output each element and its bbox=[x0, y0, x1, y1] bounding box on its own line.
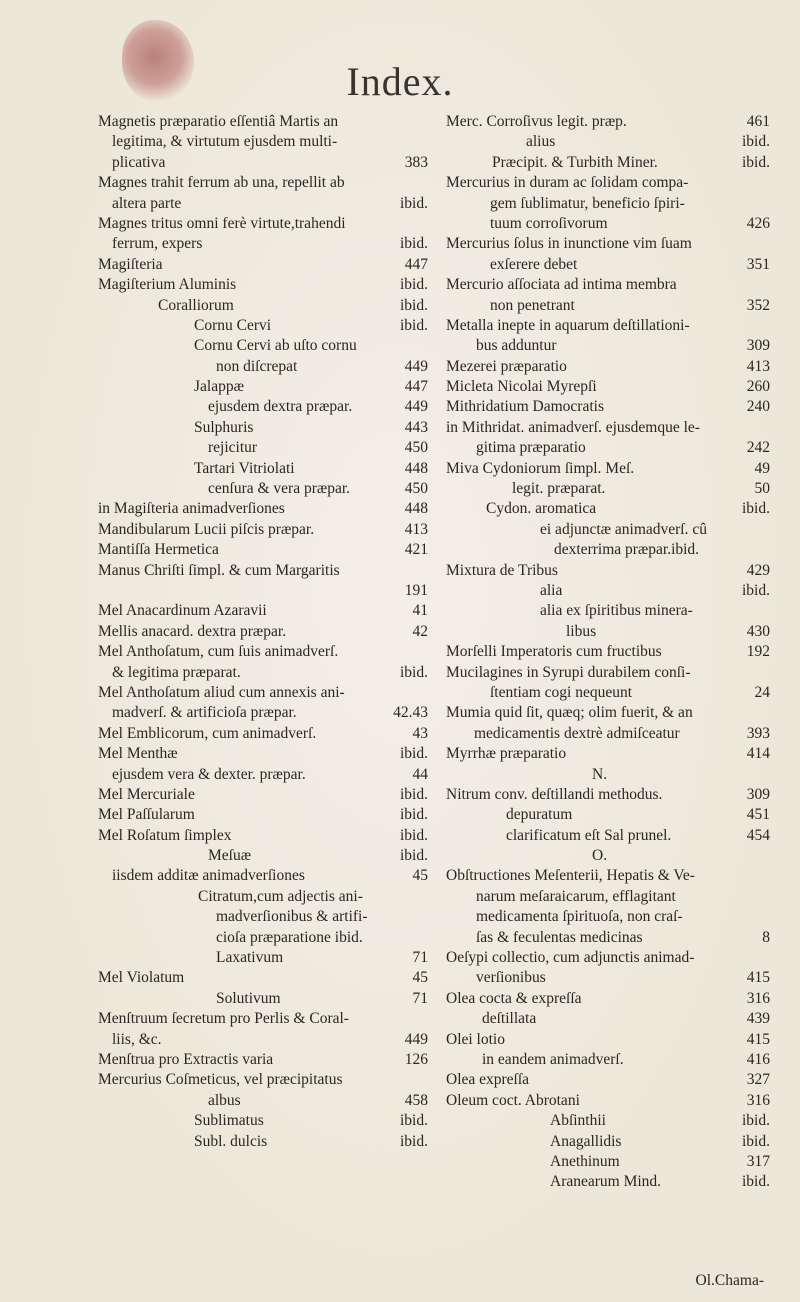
entry-page: 42 bbox=[412, 622, 428, 640]
right-column bbox=[446, 112, 770, 1193]
entry-page: 461 bbox=[746, 113, 770, 130]
entry-text: Metalla inepte in aquarum deſtillationi- bbox=[446, 316, 690, 334]
entry-text: ejusdem dextra præpar. bbox=[208, 398, 353, 416]
entry-page: 448 bbox=[404, 500, 428, 518]
index-entry bbox=[446, 846, 770, 866]
entry-text: Mezerei præparatio bbox=[446, 357, 567, 375]
entry-page: 415 bbox=[746, 969, 770, 987]
entry-text: Mercurius ſolus in inunctione vim ſuam bbox=[446, 235, 692, 253]
index-entry bbox=[98, 866, 428, 886]
entry-text: Mel Anthoſatum, cum ſuis animadverſ. bbox=[98, 643, 339, 661]
entry-text: ejusdem vera & dexter. præpar. bbox=[112, 765, 306, 783]
entry-page: 443 bbox=[404, 418, 428, 436]
index-entry bbox=[446, 1091, 770, 1111]
entry-text: non diſcrepat bbox=[216, 357, 298, 375]
entry-text: Mel Mercuriale bbox=[98, 785, 195, 803]
entry-page: 43 bbox=[412, 724, 428, 742]
index-entry bbox=[98, 397, 428, 417]
entry-text: O. bbox=[592, 847, 608, 865]
index-entry bbox=[446, 968, 770, 988]
index-entry bbox=[98, 601, 428, 621]
index-entry bbox=[446, 907, 770, 927]
index-entry bbox=[446, 724, 770, 744]
index-entry bbox=[98, 907, 428, 927]
index-entry bbox=[98, 1091, 428, 1111]
entry-text: Mel Anacardinum Azaravii bbox=[98, 602, 267, 620]
entry-text: Mel Emblicorum, cum animadverſ. bbox=[98, 724, 317, 742]
entry-text: alius bbox=[526, 133, 556, 151]
entry-text: medicamentis dextrè admiſceatur bbox=[474, 724, 680, 742]
index-entry bbox=[446, 785, 770, 805]
entry-page: 260 bbox=[746, 378, 770, 396]
entry-page: ibid. bbox=[400, 847, 428, 865]
index-entry bbox=[98, 1050, 428, 1070]
index-entry bbox=[446, 663, 770, 683]
entry-page: 447 bbox=[404, 255, 428, 273]
index-entry bbox=[98, 377, 428, 397]
entry-page: ibid. bbox=[742, 153, 770, 171]
entry-text: Abſinthii bbox=[550, 1112, 606, 1130]
entry-page: 458 bbox=[404, 1091, 428, 1109]
entry-text: Olei lotio bbox=[446, 1030, 505, 1048]
entry-text: libus bbox=[566, 622, 597, 640]
entry-text: Magnes trahit ferrum ab una, repellit ab bbox=[98, 174, 345, 192]
entry-page: 45 bbox=[412, 867, 428, 885]
index-entry bbox=[98, 499, 428, 519]
catchword: Ol.Chama- bbox=[695, 1272, 764, 1289]
index-entry bbox=[446, 1111, 770, 1131]
entry-text: Oeſypi collectio, cum adjunctis animad- bbox=[446, 949, 695, 967]
entry-text: Magiſteria bbox=[98, 255, 163, 273]
index-entry bbox=[446, 1070, 770, 1090]
entry-text: Mumia quid ſit, quæq; olim fuerit, & an bbox=[446, 704, 693, 722]
index-entry bbox=[98, 622, 428, 642]
entry-text: Aranearum Mind. bbox=[550, 1173, 662, 1191]
entry-page: 316 bbox=[746, 989, 770, 1007]
entry-text: bus adduntur bbox=[476, 337, 557, 355]
entry-text: Olea cocta & expreſſa bbox=[446, 989, 582, 1007]
index-entry bbox=[98, 255, 428, 275]
index-entry bbox=[446, 642, 770, 662]
index-entry bbox=[446, 683, 770, 703]
index-entry bbox=[98, 1070, 428, 1090]
entry-text: plicativa bbox=[112, 153, 166, 171]
entry-page: 351 bbox=[746, 255, 770, 273]
entry-page: 327 bbox=[746, 1071, 770, 1089]
index-entry bbox=[446, 540, 770, 560]
index-entry bbox=[446, 214, 770, 234]
index-entry bbox=[446, 153, 770, 173]
entry-text: narum meſaraicarum, efflagitant bbox=[476, 887, 676, 905]
entry-text: Laxativum bbox=[216, 949, 284, 967]
entry-text: Cornu Cervi ab uſto cornu bbox=[194, 337, 357, 355]
entry-text: Mixtura de Tribus bbox=[446, 561, 558, 579]
entry-text: legit. præparat. bbox=[512, 480, 606, 498]
entry-text: Cornu Cervi bbox=[194, 316, 272, 334]
entry-page: 50 bbox=[754, 480, 770, 498]
entry-page: 317 bbox=[746, 1152, 770, 1170]
entry-text: ſas & feculentas medicinas bbox=[476, 928, 643, 946]
entry-text: Præcipit. & Turbith Miner. bbox=[492, 153, 658, 171]
entry-text: Magnes tritus omni ferè virtute,trahendi bbox=[98, 214, 346, 232]
entry-text: in eandem animadverſ. bbox=[482, 1050, 624, 1068]
entry-page: 41 bbox=[412, 602, 428, 620]
entry-text: Mercurio aſſociata ad intima membra bbox=[446, 276, 677, 294]
entry-text: & legitima præparat. bbox=[112, 663, 241, 681]
entry-page: 309 bbox=[746, 785, 770, 803]
entry-page: 49 bbox=[754, 459, 770, 477]
entry-text: clarificatum eſt Sal prunel. bbox=[506, 826, 672, 844]
index-entry bbox=[446, 826, 770, 846]
index-entry bbox=[98, 214, 428, 234]
entry-text: Mandibularum Lucii piſcis præpar. bbox=[98, 520, 315, 538]
entry-page: 413 bbox=[746, 357, 770, 375]
entry-page: 352 bbox=[746, 296, 770, 314]
entry-text: Morſelli Imperatoris cum fructibus bbox=[446, 643, 662, 661]
entry-text: Mercurius in duram ac ſolidam compa- bbox=[446, 174, 689, 192]
entry-page: 429 bbox=[746, 561, 770, 579]
entry-text: Coralliorum bbox=[158, 296, 234, 314]
entry-text: albus bbox=[208, 1091, 241, 1109]
entry-page: ibid. bbox=[400, 663, 428, 681]
index-entry bbox=[98, 1030, 428, 1050]
index-entry bbox=[98, 642, 428, 662]
entry-text: exſerere debet bbox=[490, 255, 578, 273]
entry-text: medicamenta ſpirituoſa, non craſ- bbox=[476, 908, 683, 926]
index-entry bbox=[98, 581, 428, 601]
entry-text: Sulphuris bbox=[194, 418, 254, 436]
index-entry bbox=[98, 724, 428, 744]
entry-page: ibid. bbox=[400, 806, 428, 824]
entry-page: 426 bbox=[746, 214, 770, 232]
entry-page: 393 bbox=[746, 724, 770, 742]
index-entry bbox=[98, 336, 428, 356]
entry-text: alia bbox=[540, 581, 563, 599]
index-entry bbox=[98, 173, 428, 193]
entry-page: 242 bbox=[746, 439, 770, 457]
entry-text: Sublimatus bbox=[194, 1112, 264, 1130]
index-entry bbox=[98, 744, 428, 764]
index-entry bbox=[446, 928, 770, 948]
entry-page: 191 bbox=[404, 581, 428, 599]
entry-text: deſtillata bbox=[482, 1010, 537, 1028]
entry-text: Mellis anacard. dextra præpar. bbox=[98, 622, 287, 640]
index-entry bbox=[446, 1132, 770, 1152]
entry-page: 449 bbox=[404, 1030, 428, 1048]
entry-page: 414 bbox=[746, 745, 770, 763]
entry-page: 450 bbox=[404, 480, 428, 498]
index-entry bbox=[98, 357, 428, 377]
index-entry bbox=[446, 1172, 770, 1192]
entry-text: N. bbox=[592, 765, 608, 783]
index-entry bbox=[98, 561, 428, 581]
entry-page: ibid. bbox=[742, 581, 770, 599]
entry-page: ibid. bbox=[742, 1112, 770, 1130]
index-entry bbox=[98, 275, 428, 295]
entry-text: alia ex ſpiritibus minera- bbox=[540, 602, 693, 620]
index-entry bbox=[98, 520, 428, 540]
entry-page: ibid. bbox=[742, 500, 770, 518]
entry-page: ibid. bbox=[400, 1112, 428, 1130]
index-entry bbox=[446, 194, 770, 214]
index-entry bbox=[446, 601, 770, 621]
index-entry bbox=[446, 499, 770, 519]
entry-page: 448 bbox=[404, 459, 428, 477]
entry-text: Mel Anthoſatum aliud cum annexis ani- bbox=[98, 683, 345, 701]
entry-text: gitima præparatio bbox=[476, 439, 586, 457]
index-entry bbox=[446, 296, 770, 316]
entry-page: 192 bbox=[746, 643, 770, 661]
entry-page: 413 bbox=[404, 520, 428, 538]
entry-page: 421 bbox=[404, 541, 428, 559]
entry-page: 439 bbox=[746, 1010, 770, 1028]
entry-page: 447 bbox=[404, 378, 428, 396]
entry-text: in Magiſteria animadverſiones bbox=[98, 500, 285, 518]
entry-page: 240 bbox=[746, 398, 770, 416]
entry-text: Menſtruum ſecretum pro Perlis & Coral- bbox=[98, 1010, 349, 1028]
index-entry bbox=[98, 1009, 428, 1029]
entry-page: ibid. bbox=[742, 1132, 770, 1150]
index-entry bbox=[98, 459, 428, 479]
entry-text: Mercurius Coſmeticus, vel præcipitatus bbox=[98, 1071, 343, 1089]
index-entry bbox=[446, 581, 770, 601]
index-entry bbox=[446, 948, 770, 968]
page-title: Index. bbox=[346, 59, 454, 104]
entry-text: Meſuæ bbox=[208, 847, 252, 865]
entry-page: 8 bbox=[762, 928, 770, 946]
index-entry bbox=[446, 418, 770, 438]
entry-text: ſtentiam cogi nequeunt bbox=[490, 683, 633, 701]
entry-text: Jalappæ bbox=[194, 378, 244, 396]
entry-page: 383 bbox=[404, 153, 428, 171]
index-entry bbox=[446, 805, 770, 825]
entry-page: 126 bbox=[404, 1050, 428, 1068]
index-entry bbox=[98, 805, 428, 825]
entry-text: Tartari Vitriolati bbox=[194, 459, 295, 477]
entry-text: Mucilagines in Syrupi durabilem conſi- bbox=[446, 663, 691, 681]
index-entry bbox=[446, 1050, 770, 1070]
entry-text: liis, &c. bbox=[112, 1030, 162, 1048]
index-entry bbox=[446, 438, 770, 458]
index-entry bbox=[98, 296, 428, 316]
entry-page: 316 bbox=[746, 1091, 770, 1109]
entry-text: Mel Roſatum ſimplex bbox=[98, 826, 232, 844]
index-entry bbox=[446, 622, 770, 642]
entry-text: iisdem additæ animadverſiones bbox=[112, 867, 305, 885]
entry-text: altera parte bbox=[112, 194, 182, 212]
entry-page: ibid. bbox=[400, 1132, 428, 1150]
entry-text: cenſura & vera præpar. bbox=[208, 480, 351, 498]
index-entry bbox=[98, 928, 428, 948]
entry-text: verſionibus bbox=[476, 969, 546, 987]
entry-page: ibid. bbox=[400, 296, 428, 314]
index-entry bbox=[446, 275, 770, 295]
index-entry bbox=[98, 765, 428, 785]
index-entry bbox=[446, 866, 770, 886]
entry-text: Olea expreſſa bbox=[446, 1071, 530, 1089]
index-entry bbox=[446, 703, 770, 723]
entry-text: Subl. dulcis bbox=[194, 1132, 268, 1150]
entry-text: madverſ. & artificioſa præpar. bbox=[112, 704, 297, 722]
index-entry bbox=[98, 479, 428, 499]
entry-text: Mithridatium Damocratis bbox=[446, 398, 604, 416]
index-entry bbox=[446, 132, 770, 152]
index-entry bbox=[446, 234, 770, 254]
entry-page: 416 bbox=[746, 1050, 770, 1068]
index-entry bbox=[446, 397, 770, 417]
entry-text: legitima, & virtutum ejusdem multi- bbox=[112, 133, 338, 151]
index-entry bbox=[98, 826, 428, 846]
index-entry bbox=[446, 255, 770, 275]
entry-text: Mel Menthæ bbox=[98, 745, 178, 763]
index-entry bbox=[446, 336, 770, 356]
entry-text: Citratum,cum adjectis ani- bbox=[198, 887, 363, 905]
index-entry bbox=[98, 989, 428, 1009]
entry-page: 42.43 bbox=[393, 704, 428, 722]
entry-text: Magiſterium Aluminis bbox=[98, 276, 237, 294]
index-entry bbox=[446, 561, 770, 581]
entry-page: ibid. bbox=[400, 276, 428, 294]
entry-page: 45 bbox=[412, 969, 428, 987]
entry-page: ibid. bbox=[400, 745, 428, 763]
entry-text: Mel Violatum bbox=[98, 969, 185, 987]
entry-page: ibid. bbox=[400, 316, 428, 334]
index-entry bbox=[98, 1132, 428, 1152]
entry-page: 44 bbox=[412, 765, 428, 783]
index-entry bbox=[446, 459, 770, 479]
entry-page: 24 bbox=[754, 683, 770, 701]
entry-text: Manus Chriſti ſimpl. & cum Margaritis bbox=[98, 561, 340, 579]
index-entry bbox=[98, 540, 428, 560]
entry-text: in Mithridat. animadverſ. ejusdemque le- bbox=[446, 418, 700, 436]
entry-page: ibid. bbox=[400, 826, 428, 844]
index-entry bbox=[98, 846, 428, 866]
entry-text: Oleum coct. Abrotani bbox=[446, 1091, 580, 1109]
index-entry bbox=[98, 112, 428, 132]
entry-page: ibid. bbox=[400, 235, 428, 253]
index-entry bbox=[446, 479, 770, 499]
index-entry bbox=[98, 234, 428, 254]
left-column bbox=[98, 112, 428, 1152]
entry-text: Cydon. aromatica bbox=[486, 500, 597, 518]
entry-text: depuratum bbox=[506, 806, 573, 824]
entry-page: ibid. bbox=[400, 194, 428, 212]
entry-text: Myrrhæ præparatio bbox=[446, 745, 567, 763]
index-entry bbox=[446, 744, 770, 764]
index-entry bbox=[98, 1111, 428, 1131]
entry-page: 430 bbox=[746, 622, 770, 640]
index-entry bbox=[446, 377, 770, 397]
index-entry bbox=[98, 438, 428, 458]
entry-text: Miva Cydoniorum ſimpl. Meſ. bbox=[446, 459, 635, 477]
index-entry bbox=[446, 989, 770, 1009]
index-entry bbox=[98, 948, 428, 968]
entry-page: 71 bbox=[412, 989, 428, 1007]
index-entry bbox=[98, 663, 428, 683]
index-entry bbox=[446, 173, 770, 193]
index-entry bbox=[98, 153, 428, 173]
entry-text: Micleta Nicolai Myrepſi bbox=[446, 378, 597, 396]
entry-text: ei adjunctæ animadverſ. cû bbox=[540, 520, 707, 538]
entry-text: Anagallidis bbox=[550, 1132, 622, 1150]
entry-page: ibid. bbox=[742, 1173, 770, 1191]
entry-page: 454 bbox=[746, 826, 770, 844]
index-entry bbox=[98, 785, 428, 805]
entry-text: ferrum, expers bbox=[112, 235, 203, 253]
entry-text: cioſa præparatione ibid. bbox=[216, 928, 363, 946]
index-entry bbox=[446, 112, 770, 132]
entry-text: Solutivum bbox=[216, 989, 281, 1007]
entry-page: 309 bbox=[746, 337, 770, 355]
index-entry bbox=[446, 1152, 770, 1172]
index-entry bbox=[98, 316, 428, 336]
index-entry bbox=[98, 132, 428, 152]
entry-text: tuum corroſivorum bbox=[490, 214, 608, 232]
entry-text: Merc. Corroſivus legit. præp. bbox=[446, 113, 627, 130]
entry-text: rejicitur bbox=[208, 439, 258, 457]
index-entry bbox=[446, 357, 770, 377]
index-entry bbox=[446, 887, 770, 907]
entry-page: 71 bbox=[412, 949, 428, 967]
index-entry bbox=[98, 968, 428, 988]
entry-text: dexterrima præpar.ibid. bbox=[554, 541, 700, 559]
entry-page: 415 bbox=[746, 1030, 770, 1048]
index-entry bbox=[446, 1030, 770, 1050]
entry-text: Anethinum bbox=[550, 1152, 620, 1170]
entry-page: 449 bbox=[404, 357, 428, 375]
entry-page: ibid. bbox=[742, 133, 770, 151]
entry-text: Obſtructiones Meſenterii, Hepatis & Ve- bbox=[446, 867, 695, 885]
entry-text: Mel Paſſularum bbox=[98, 806, 195, 824]
entry-text: Magnetis præparatio eſſentiâ Martis an bbox=[98, 113, 339, 130]
index-entry bbox=[446, 316, 770, 336]
index-entry bbox=[98, 418, 428, 438]
entry-page: 449 bbox=[404, 398, 428, 416]
entry-text: Mantiſſa Hermetica bbox=[98, 541, 219, 559]
index-entry bbox=[98, 703, 428, 723]
entry-text: gem ſublimatur, beneficio ſpiri- bbox=[490, 194, 685, 212]
entry-page: ibid. bbox=[400, 785, 428, 803]
index-entry bbox=[98, 887, 428, 907]
index-entry bbox=[98, 194, 428, 214]
entry-text: madverſionibus & artifi- bbox=[216, 908, 368, 926]
entry-page: 451 bbox=[746, 806, 770, 824]
index-entry bbox=[446, 1009, 770, 1029]
index-entry bbox=[446, 520, 770, 540]
entry-text: non penetrant bbox=[490, 296, 575, 314]
entry-text: Nitrum conv. deſtillandi methodus. bbox=[446, 785, 663, 803]
entry-text: Menſtrua pro Extractis varia bbox=[98, 1050, 274, 1068]
index-entry bbox=[446, 765, 770, 785]
entry-page: 450 bbox=[404, 439, 428, 457]
index-entry bbox=[98, 683, 428, 703]
